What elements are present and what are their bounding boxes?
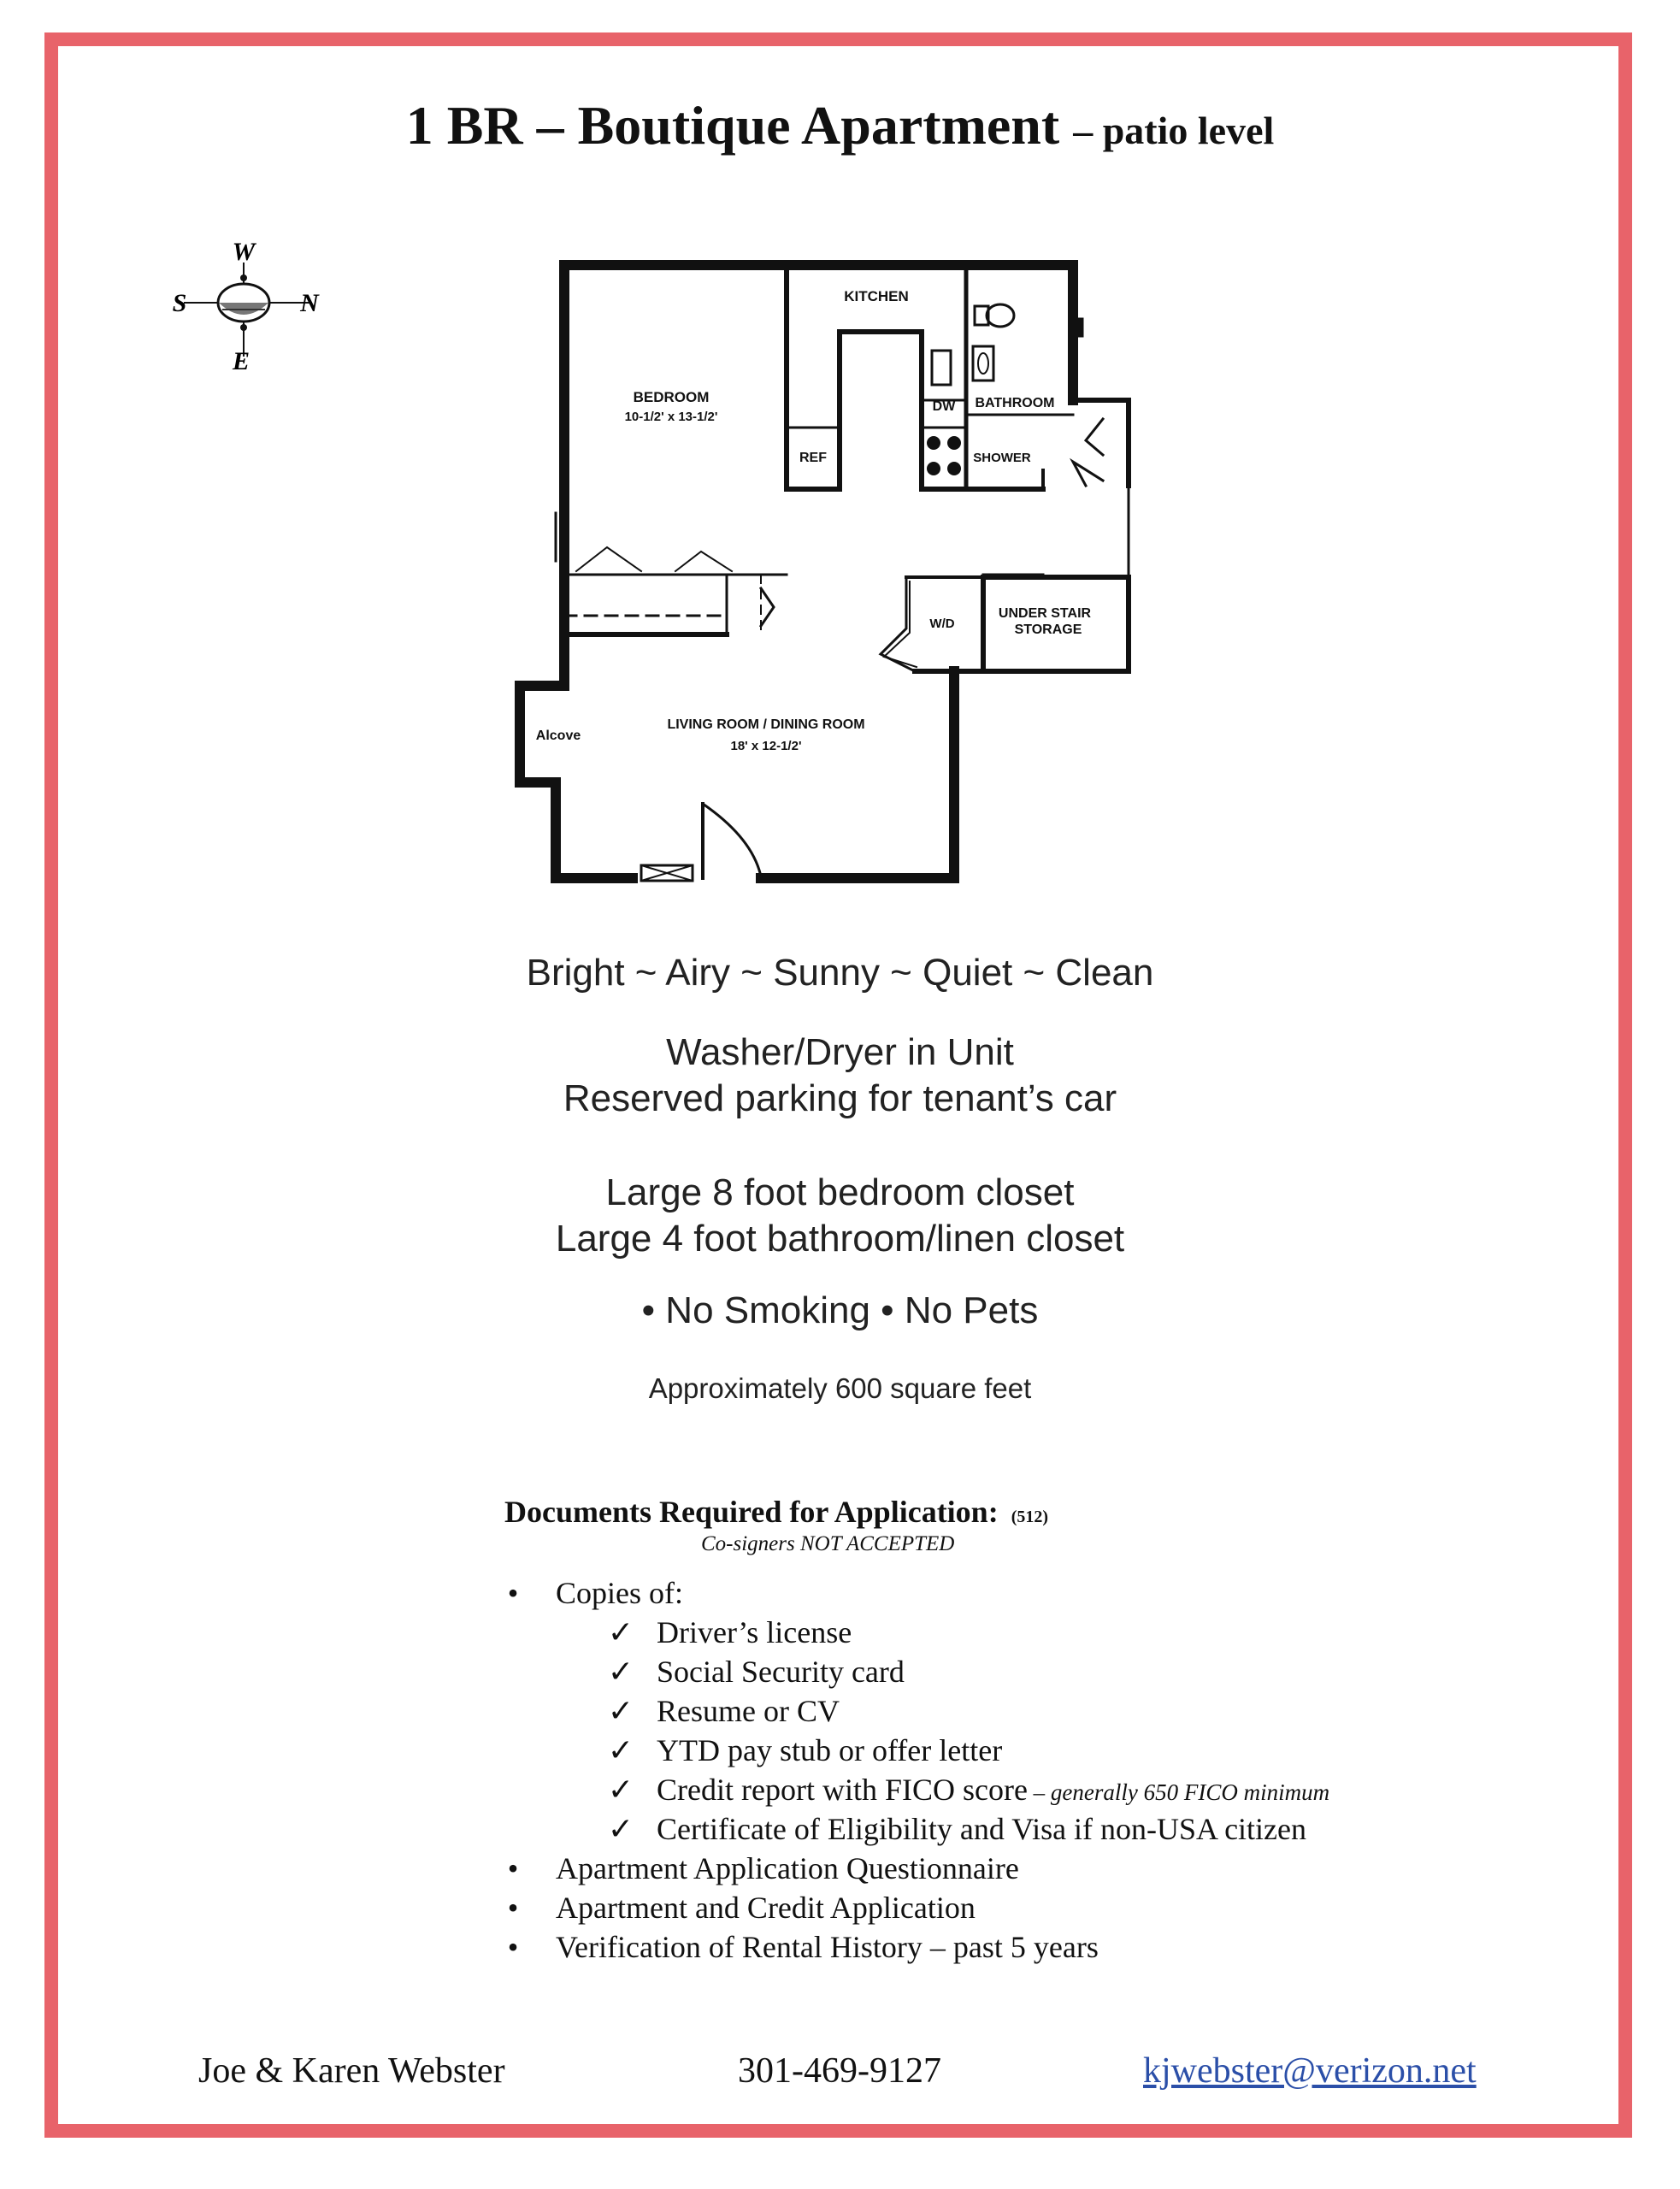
square-footage: Approximately 600 square feet	[648, 1372, 1032, 1404]
title-suffix: – patio level	[1073, 109, 1275, 152]
washer-dryer-text: Washer/Dryer in Unit	[666, 1031, 1014, 1073]
floor-plan	[504, 257, 1154, 906]
bullet-icon: •	[507, 1891, 519, 1925]
refrigerator-label: REF	[799, 451, 827, 465]
checkmark-icon: ✓	[607, 1812, 634, 1846]
amenities	[0, 1030, 1680, 1122]
shower-label: SHOWER	[973, 451, 1031, 465]
copy-item: YTD pay stub or offer letter	[657, 1733, 1003, 1767]
checkmark-icon: ✓	[607, 1773, 634, 1807]
contact-email	[1143, 2050, 1477, 2092]
parking-text: Reserved parking for tenant’s car	[563, 1077, 1117, 1119]
storage-label-1: UNDER STAIR	[998, 606, 1092, 621]
bullet-icon: •	[507, 1576, 519, 1610]
bullet-icon: •	[507, 1851, 519, 1885]
copy-item: Certificate of Eligibility and Visa if non-USA citizen	[657, 1812, 1307, 1846]
copy-item-text: Credit report with FICO score	[657, 1773, 1028, 1807]
contact-names: Joe & Karen Webster	[198, 2051, 505, 2091]
title-main: 1 BR – Boutique Apartment	[405, 95, 1060, 156]
checkmark-icon: ✓	[607, 1615, 634, 1649]
cosigners-note: Co-signers NOT ACCEPTED	[701, 1532, 955, 1555]
rules-text: • No Smoking • No Pets	[641, 1289, 1039, 1331]
room-bathroom: BATHROOM	[975, 396, 1055, 410]
document-item: Verification of Rental History – past 5 years	[556, 1930, 1099, 1964]
closets	[0, 1170, 1680, 1262]
contact-phone: 301-469-9127	[738, 2051, 941, 2091]
copy-item: Driver’s license	[657, 1615, 852, 1649]
compass-bottom: E	[232, 347, 251, 375]
copy-item: Resume or CV	[657, 1694, 840, 1728]
compass-icon	[162, 241, 351, 386]
room-alcove: Alcove	[535, 729, 581, 743]
documents-heading	[504, 1494, 1048, 1530]
documents-code: (512)	[1011, 1508, 1049, 1526]
documents-heading-text: Documents Required for Application:	[504, 1495, 999, 1529]
compass-right: N	[300, 289, 319, 317]
document-item: Apartment and Credit Application	[556, 1891, 976, 1925]
fico-note: – generally 650 FICO minimum	[1027, 1779, 1330, 1805]
room-kitchen: KITCHEN	[844, 288, 909, 304]
washer-dryer-label: W/D	[929, 617, 955, 631]
copy-item	[657, 1770, 1329, 1812]
bath-closet-text: Large 4 foot bathroom/linen closet	[555, 1218, 1125, 1260]
bedroom-size: 10-1/2' x 13-1/2'	[624, 410, 718, 424]
living-size: 18' x 12-1/2'	[730, 739, 802, 753]
page-title	[0, 94, 1680, 157]
email-link[interactable]: kjwebster@verizon.net	[1143, 2051, 1477, 2091]
copies-label: Copies of:	[556, 1576, 683, 1610]
checkmark-icon: ✓	[607, 1733, 634, 1767]
document-item: Apartment Application Questionnaire	[556, 1851, 1019, 1885]
room-living-dining: LIVING ROOM / DINING ROOM	[667, 717, 865, 732]
checkmark-icon: ✓	[607, 1655, 634, 1689]
tagline: Bright ~ Airy ~ Sunny ~ Quiet ~ Clean	[526, 952, 1154, 994]
storage-label-2: STORAGE	[1014, 622, 1082, 637]
bedroom-closet-text: Large 8 foot bedroom closet	[605, 1171, 1075, 1213]
copy-item: Social Security card	[657, 1655, 905, 1689]
room-bedroom: BEDROOM	[633, 389, 710, 405]
compass-left: S	[172, 289, 187, 317]
bullet-icon: •	[507, 1930, 519, 1964]
dishwasher-label: DW	[932, 399, 956, 414]
compass-top: W	[232, 241, 256, 266]
checkmark-icon: ✓	[607, 1694, 634, 1728]
